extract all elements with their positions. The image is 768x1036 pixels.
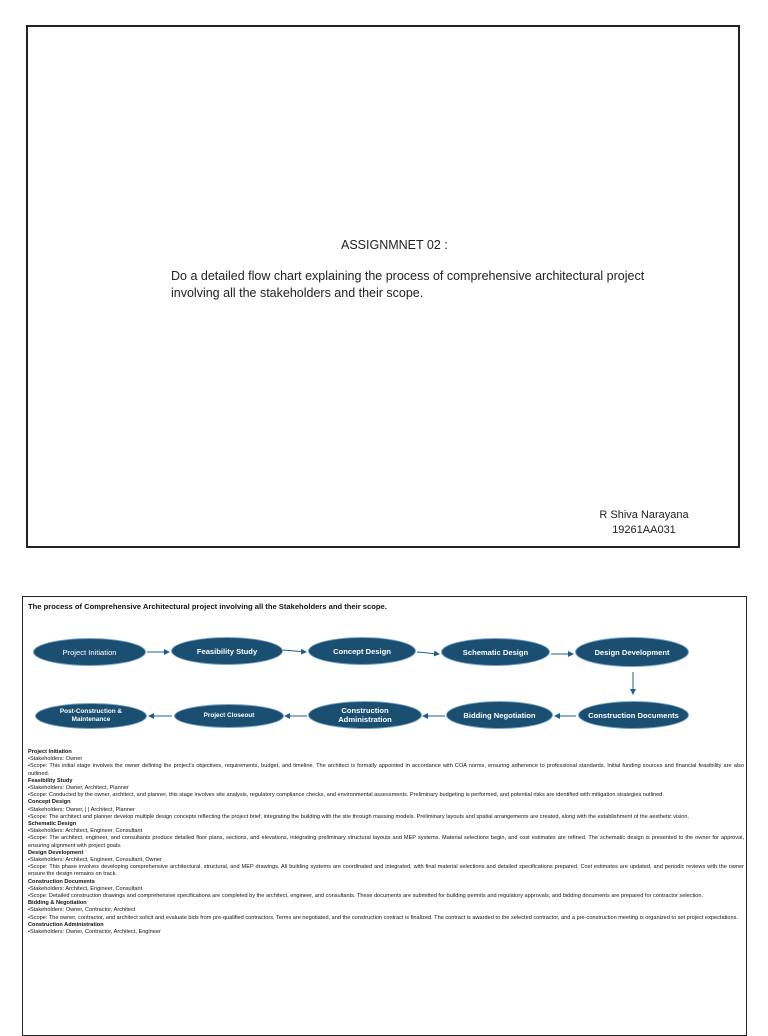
slide-heading: The process of Comprehensive Architectural project involving all the Stakeholders and their scope.	[28, 602, 387, 611]
assignment-title: ASSIGNMNET 02 :	[341, 238, 448, 252]
stage-scope: •Scope: The architect, engineer, and consultants produce detailed floor plans, sections, and elevations, integrating preliminary structural layouts and MEP systems. Material selections begin, and cost estimates are refined. The schematic design is presented to the owner for approval, ensuring alignment with project goals.	[28, 835, 744, 849]
stage-title: Feasibility Study	[28, 777, 73, 784]
stage-stakeholders: •Stakeholders: Owner, | | Architect, Planner	[28, 806, 135, 813]
stage-scope: •Scope: Conducted by the owner, architect, and planner, this stage involves site analysis, regulatory compliance checks, and environmental assessments. Preliminary budgeting is performed, and potential risks are identified with mitigation strategies outlined.	[28, 792, 664, 799]
process-flowchart	[23, 597, 747, 747]
node-bidding-negotiation: Bidding Negotiation	[446, 701, 553, 729]
stage-descriptions	[28, 749, 744, 936]
stage-scope: •Scope: The architect and planner develop multiple design concepts reflecting the project brief, integrating the building with the site through massing models. Preliminary layouts and spatial arrangements are created, along with the establishment of the aesthetic vision.	[28, 813, 690, 820]
node-design-development: Design Development	[575, 637, 689, 667]
author-id: 19261AA031	[612, 524, 676, 536]
stage-title: Project Initiation	[28, 749, 72, 755]
stage-stakeholders: •Stakeholders: Owner, Contractor, Architect	[28, 907, 136, 914]
node-post-construction-maintenance: Post-Construction & Maintenance	[35, 703, 147, 729]
arrow-concept-to-schematic	[417, 652, 439, 654]
stage-stakeholders: •Stakeholders: Owner	[28, 756, 83, 763]
stage-scope: •Scope: This initial stage involves the owner defining the project's objectives, requirements, budget, and timeline. The architect is formally appointed in accordance with COA norms, ensuring adherence to professional standards. Initial funding sources and financial feasibility are also outlined.	[28, 763, 744, 777]
stage-feasibility-study	[28, 778, 744, 800]
stage-project-initiation	[28, 749, 744, 778]
node-concept-design: Concept Design	[308, 637, 416, 665]
stage-stakeholders: •Stakeholders: Architect, Engineer, Consultant	[28, 828, 143, 835]
stage-scope: •Scope: This phase involves developing comprehensive architectural, structural, and MEP drawings. All building systems are coordinated and integrated, with final material selections and detailed specifications prepared. Cost estimates are updated, and periodic reviews with the owner ensure the design remains on track.	[28, 864, 744, 878]
stage-scope: •Scope: Detailed construction drawings and comprehensive specifications are completed by the architect, engineer, and consultants. These documents are submitted for building permits and regulatory approvals, and bidding documents are prepared for contractor selection.	[28, 893, 704, 900]
stage-construction-documents	[28, 879, 744, 901]
assignment-task: Do a detailed flow chart explaining the process of comprehensive architectural project involving all the stakeholders and their scope.	[171, 269, 645, 300]
stage-title: Construction Administration	[28, 921, 104, 928]
arrow-feasibility-to-concept	[283, 650, 306, 652]
stage-construction-administration	[28, 922, 744, 936]
stage-schematic-design	[28, 821, 744, 850]
author-block	[574, 508, 714, 538]
node-feasibility-study: Feasibility Study	[171, 637, 283, 665]
stage-title: Schematic Design	[28, 821, 77, 828]
stage-bidding-negotiation	[28, 900, 744, 922]
stage-stakeholders: •Stakeholders: Architect, Engineer, Consultant	[28, 885, 143, 892]
stage-scope: •Scope: The owner, contractor, and architect solicit and evaluate bids from pre-qualified contractors. Terms are negotiated, and the construction contract is finalized. The contract is awarded to the selected contractor, and a pre-construction meeting is organized to set project expectations.	[28, 914, 738, 921]
stage-stakeholders: •Stakeholders: Owner, Architect, Planner	[28, 785, 129, 792]
flowchart-slide	[22, 596, 747, 1036]
node-schematic-design: Schematic Design	[441, 638, 550, 666]
stage-title: Concept Design	[28, 799, 71, 806]
stage-stakeholders: •Stakeholders: Owner, Contractor, Architect, Engineer	[28, 929, 161, 936]
title-slide	[26, 25, 740, 548]
node-construction-administration: Construction Administration	[308, 701, 422, 729]
stage-design-development	[28, 850, 744, 879]
stage-title: Design Development	[28, 849, 84, 856]
author-name: R Shiva Narayana	[599, 509, 689, 521]
stage-title: Bidding & Negotiation	[28, 900, 87, 907]
node-project-closeout: Project Closeout	[174, 704, 284, 728]
stage-title: Construction Documents	[28, 878, 95, 885]
stage-concept-design	[28, 799, 744, 821]
stage-stakeholders: •Stakeholders: Architect, Engineer, Consultant, Owner	[28, 857, 162, 864]
node-project-initiation: Project Initiation	[33, 638, 146, 666]
node-construction-documents: Construction Documents	[578, 701, 689, 729]
